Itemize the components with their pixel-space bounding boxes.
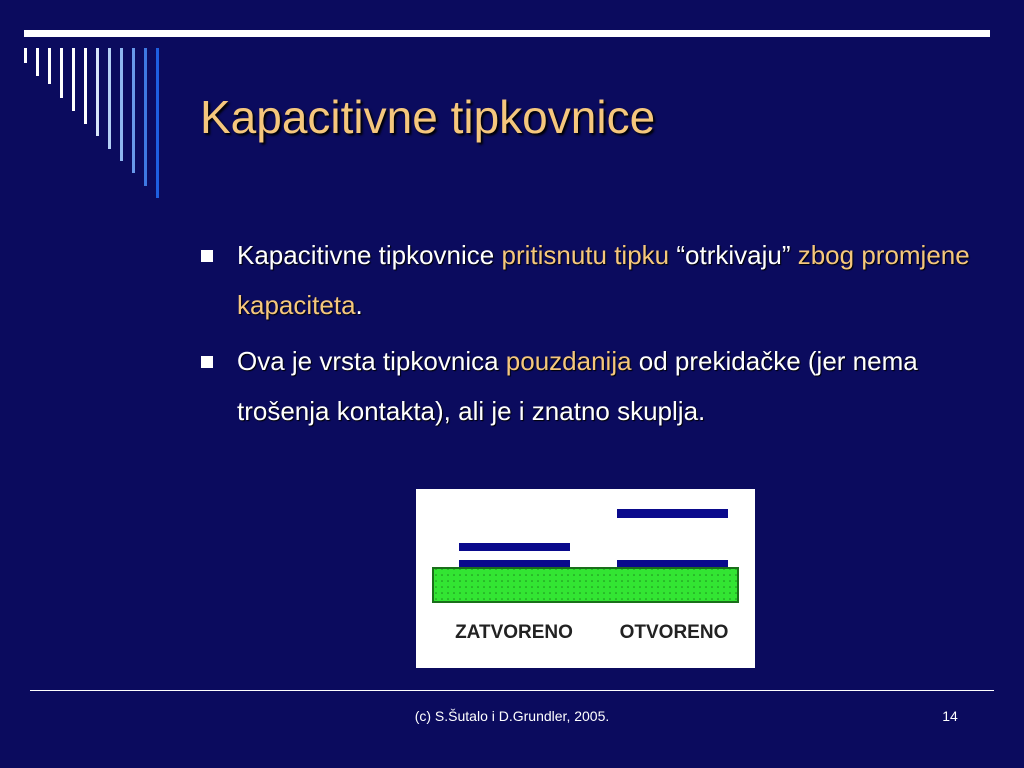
open-top-plate (617, 509, 728, 518)
text-run: . (355, 290, 363, 320)
stripe (132, 48, 135, 173)
text-run: Ova je vrsta tipkovnica (237, 346, 506, 376)
stripe (72, 48, 75, 111)
open-label: OTVORENO (619, 622, 729, 643)
diagram-svg (416, 489, 755, 668)
highlighted-text: zbog promjene kapaciteta (237, 240, 970, 320)
substrate-texture (434, 569, 737, 601)
text-run: od prekidačke (jer nema trošenja kontakta), ali je i znatno skuplja. (237, 346, 918, 426)
bullet-text (237, 346, 918, 426)
stripe (108, 48, 111, 149)
bullet-list (200, 230, 990, 442)
stripe (120, 48, 123, 161)
stripe (144, 48, 147, 186)
stripe (24, 48, 27, 63)
closed-label: ZATVORENO (455, 622, 573, 643)
highlighted-text: pritisnutu tipku (501, 240, 670, 270)
square-bullet-icon (201, 356, 213, 368)
stripe (156, 48, 159, 198)
text-run: “otrkivaju” (669, 240, 798, 270)
stripe (60, 48, 63, 98)
square-bullet-icon (201, 250, 213, 262)
stripe (96, 48, 99, 136)
slide-title: Kapacitivne tipkovnice (200, 91, 656, 143)
closed-bottom-plate (459, 560, 570, 568)
stripe (36, 48, 39, 76)
closed-top-plate (459, 543, 570, 551)
footer-copyright: (c) S.Šutalo i D.Grundler, 2005. (414, 708, 610, 724)
stripe (48, 48, 51, 84)
bullet-item (200, 336, 990, 436)
page-number: 14 (942, 708, 958, 724)
capacitive-key-diagram (416, 489, 755, 668)
bullet-item (200, 230, 990, 330)
open-bottom-plate (617, 560, 728, 568)
bullet-text (237, 240, 970, 320)
highlighted-text: pouzdanija (505, 346, 632, 376)
top-rule (24, 30, 990, 37)
bottom-rule (30, 690, 994, 691)
stripe (84, 48, 87, 124)
text-run: Kapacitivne tipkovnice (237, 240, 502, 270)
